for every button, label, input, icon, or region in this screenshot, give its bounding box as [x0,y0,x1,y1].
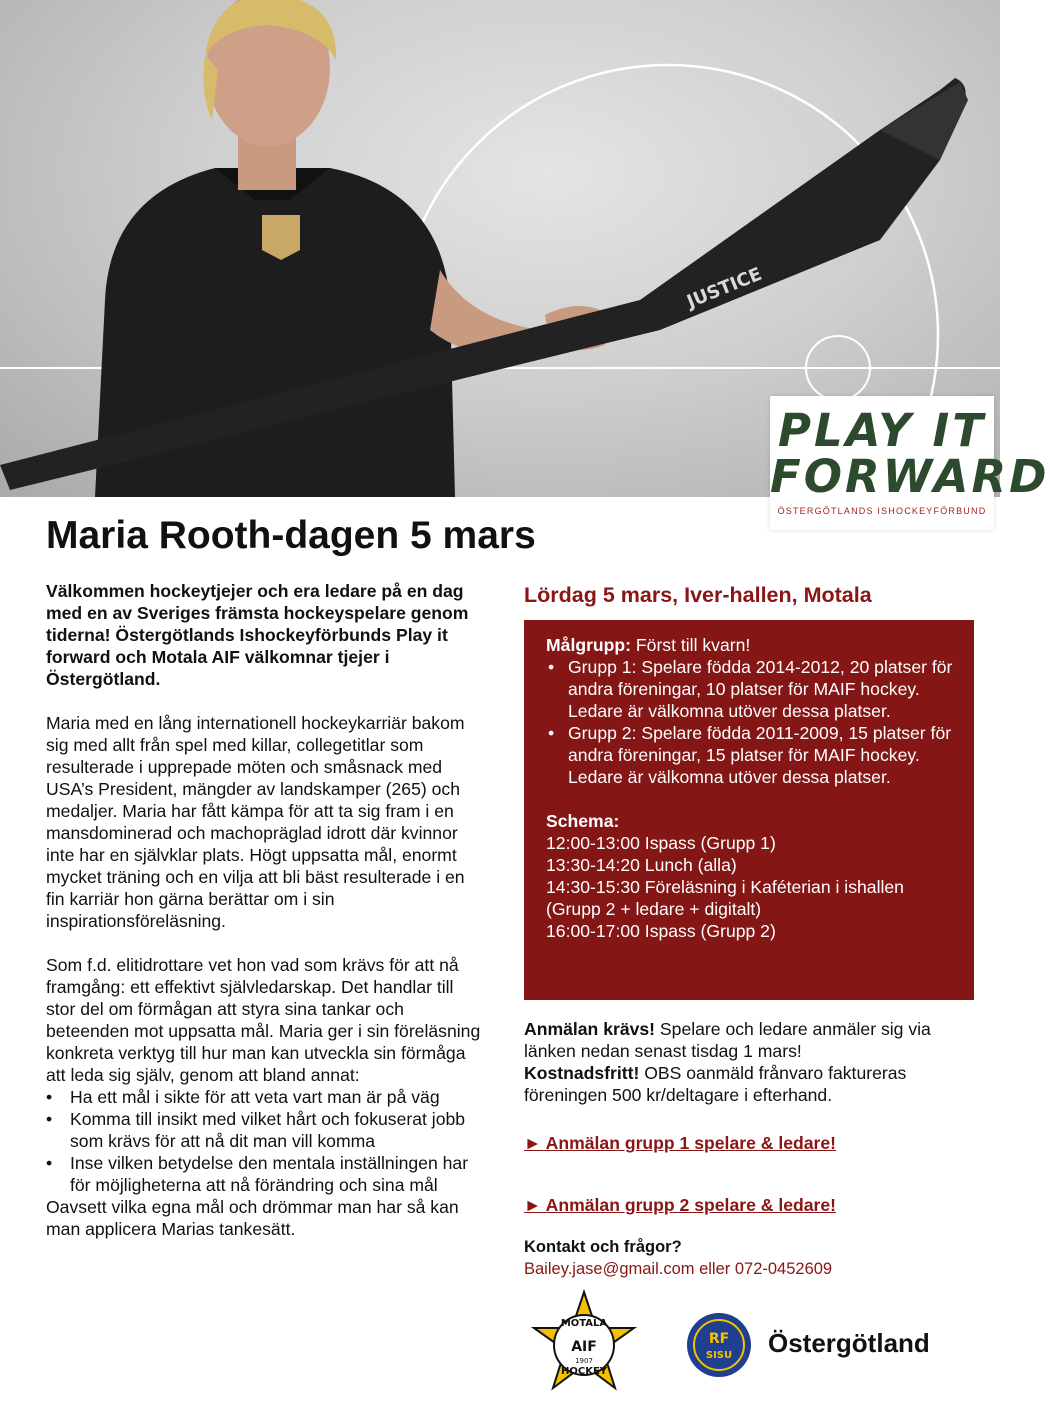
intro-text: Välkommen hockeytjejer och era ledare på en dag med en av Sveriges främsta hockeyspelare genom tiderna! Östergötlands Ishockeyförbunds Play it forward och Motala AIF välkomnar tjejer i Östergötland. [46,581,469,689]
list-item: • Komma till insikt med vilket hårt och fokuserat jobb som krävs för att nå dit man vill komma [46,1108,486,1152]
bio-paragraph: Maria med en lång internationell hockeykarriär bakom sig med allt från spel med killar, collegetitlar som resulterade i upprepade möten och småsnack med USA’s President, mängder av landskamper (265) och medaljer. Maria har fått kämpa för att ta sig fram i en mansdominerad och machopräglad idrott där kvinnor inte har en självklar plats. Högt uppsatta mål, enormt mycket träning och en vilja att bli bäst resulterade i en fin karriär hon gärna berättar om i sin inspirationsföreläsning. [46,713,465,931]
logo-subtitle: ÖSTERGÖTLANDS ISHOCKEYFÖRBUND [777,506,987,516]
hero-photo [0,0,1050,516]
list-item: • Inse vilken betydelse den mentala inställningen har för möjligheterna att nå förändring och sina mål [46,1152,486,1196]
free-bold: Kostnadsfritt! [524,1063,640,1083]
schedule-item: 14:30-15:30 Föreläsning i Kaféterian i ishallen (Grupp 2 + ledare + digitalt) [546,877,904,919]
target-group [546,634,956,656]
contact-label: Kontakt och frågor? [524,1238,682,1256]
target-text: Först till kvarn! [631,635,751,655]
right-column [524,580,974,1280]
schedule-item: 13:30-14:20 Lunch (alla) [546,855,737,875]
register-group-2-link[interactable]: ► Anmälan grupp 2 spelare & ledare! [524,1195,837,1215]
closing-paragraph: Oavsett vilka egna mål och drömmar man har så kan man applicera Marias tankesätt. [46,1197,459,1239]
rf-top-text: RF [708,1331,730,1347]
list-item: • Grupp 2: Spelare födda 2011-2009, 15 platser för andra föreningar, 15 platser för MAIF hockey. Ledare är välkomna utöver dessa platser. [546,722,956,788]
motala-center-text: AIF [571,1339,597,1355]
rf-sisu-logo [684,1310,754,1380]
motala-hockey-logo [524,1290,644,1400]
schedule-label: Schema: [546,811,620,831]
region-name: Östergötland [768,1328,930,1358]
event-info-box [524,620,974,1000]
stick-brand-text: JUSTICE [684,263,765,313]
target-label: Målgrupp: [546,635,632,655]
list-item: • Ha ett mål i sikte för att veta vart man är på väg [46,1086,486,1108]
schedule-item: 12:00-13:00 Ispass (Grupp 1) [546,833,776,853]
group-list [546,656,956,788]
event-date-location: Lördag 5 mars, Iver-hallen, Motala [524,583,872,607]
sponsor-logos [524,1290,974,1400]
schedule [546,810,956,942]
signup-text: Spelare och ledare anmäler sig via länken nedan senast tisdag 1 mars! [524,1019,931,1061]
logo-line-2: FORWARD [770,450,1050,503]
rf-bottom-text: SISU [705,1350,733,1361]
left-column [46,580,486,1240]
motala-bottom-text: HOCKEY [560,1366,608,1377]
tips-list [46,1086,486,1196]
free-text: OBS oanmäld frånvaro faktureras föreningen 500 kr/deltagare i efterhand. [524,1063,907,1105]
signup-info [524,1018,974,1106]
list-item: • Grupp 1: Spelare födda 2014-2012, 20 platser för andra föreningar, 10 platser för MAIF hockey. Ledare är välkomna utöver dessa platser. [546,656,956,722]
motala-top-text: MOTALA [560,1318,608,1329]
logo-line-1: PLAY IT [777,404,986,457]
register-group-1-link[interactable]: ► Anmälan grupp 1 spelare & ledare! [524,1133,837,1153]
contact-block [524,1236,974,1280]
schedule-item: 16:00-17:00 Ispass (Grupp 2) [546,921,776,941]
signup-bold: Anmälan krävs! [524,1019,656,1039]
page-title: Maria Rooth-dagen 5 mars [46,514,536,557]
play-it-forward-logo [770,396,1050,530]
contact-value[interactable]: Bailey.jase@gmail.com eller 072-0452609 [524,1260,833,1278]
lecture-paragraph: Som f.d. elitidrottare vet hon vad som krävs för att nå framgång: ett effektivt självledarskap. Det handlar till stor del om förmågan att styra sina tankar och beteenden mot uppsatta mål. Maria ger i sin föreläsning konkreta verktyg till hur man kan utveckla sin förmåga att leda sig själv, genom att bland annat: [46,955,481,1085]
motala-year-text: 1907 [575,1357,593,1365]
